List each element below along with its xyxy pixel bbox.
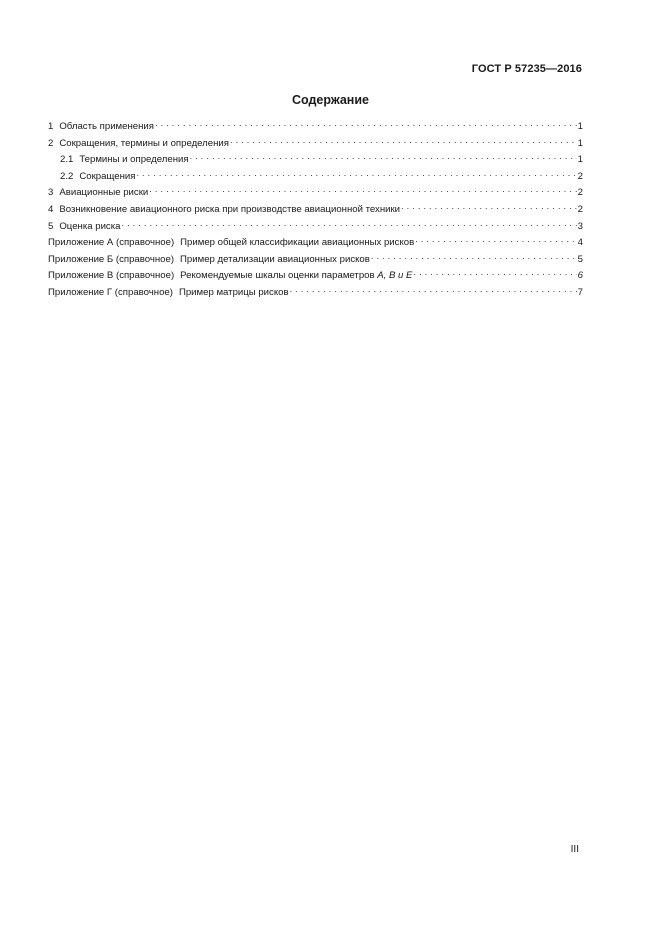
toc-entry-label: Возникновение авиационного риска при производстве авиационной техники [59, 203, 401, 215]
toc-entry-page: 4 [577, 237, 583, 249]
table-of-contents [48, 119, 583, 302]
toc-entry-2-1[interactable] [48, 152, 583, 169]
toc-entry-page: 2 [577, 187, 583, 199]
appendix-name: Приложение Г (справочное) [48, 286, 173, 298]
toc-entry-number: 5 [48, 220, 54, 232]
dot-leader [190, 152, 577, 162]
toc-entry-label: Область применения [59, 121, 154, 132]
toc-title: Содержание [291, 93, 369, 107]
dot-leader [371, 252, 577, 262]
toc-appendix-a[interactable] [48, 235, 583, 252]
toc-entry-label: Сокращения [79, 170, 136, 182]
toc-entry-page: 1 [577, 154, 583, 166]
dot-leader [415, 235, 576, 245]
toc-entry-2-2[interactable] [48, 169, 583, 186]
toc-appendix-g[interactable] [48, 285, 583, 302]
appendix-parameters: A, B и E [377, 270, 413, 282]
dot-leader [230, 136, 577, 146]
dot-leader [290, 285, 577, 295]
dot-leader [155, 119, 577, 129]
appendix-label: Пример общей классификации авиационных рисков [180, 237, 415, 249]
toc-entry-page: 2 [577, 170, 583, 182]
page-number: III [570, 844, 579, 855]
toc-entry-page: 2 [577, 203, 583, 215]
toc-entry-3[interactable] [48, 185, 583, 202]
dot-leader [413, 268, 576, 278]
appendix-name: Приложение В (справочное) [48, 270, 175, 282]
toc-entry-label: Термины и определения [79, 154, 189, 166]
toc-entry-page: 1 [577, 137, 583, 149]
appendix-label: Пример детализации авиационных рисков [180, 253, 370, 265]
appendix-label: Рекомендуемые шкалы оценки параметров [180, 270, 375, 282]
toc-entry-page: 5 [577, 253, 583, 265]
toc-entry-label: Оценка риска [59, 220, 121, 232]
toc-appendix-v[interactable] [48, 268, 583, 285]
toc-entry-2[interactable] [48, 136, 583, 153]
appendix-name: Приложение Б (справочное) [48, 253, 175, 265]
toc-entry-page: 6 [577, 270, 583, 282]
appendix-label: Пример матрицы рисков [178, 286, 289, 298]
toc-entry-number: 2.1 [60, 154, 74, 166]
toc-entry-page: 3 [577, 220, 583, 232]
toc-entry-label: Сокращения, термины и определения [59, 137, 229, 149]
toc-entry-number: 1 [48, 121, 54, 132]
toc-entry-4[interactable] [48, 202, 583, 219]
toc-entry-page: 1 [577, 121, 583, 132]
toc-entry-number: 4 [48, 203, 54, 215]
toc-entry-number: 2.2 [60, 170, 74, 182]
toc-entry-label: Авиационные риски [59, 187, 149, 199]
dot-leader [401, 202, 577, 212]
dot-leader [149, 185, 576, 195]
appendix-name: Приложение А (справочное) [48, 237, 175, 249]
dot-leader [121, 219, 576, 229]
dot-leader [136, 169, 576, 179]
toc-entry-number: 3 [48, 187, 54, 199]
toc-entry-5[interactable] [48, 219, 583, 236]
toc-appendix-b[interactable] [48, 252, 583, 269]
toc-entry-1[interactable] [48, 119, 583, 136]
toc-entry-number: 2 [48, 137, 54, 149]
toc-entry-page: 7 [577, 286, 583, 298]
document-code: ГОСТ Р 57235—2016 [471, 63, 582, 75]
